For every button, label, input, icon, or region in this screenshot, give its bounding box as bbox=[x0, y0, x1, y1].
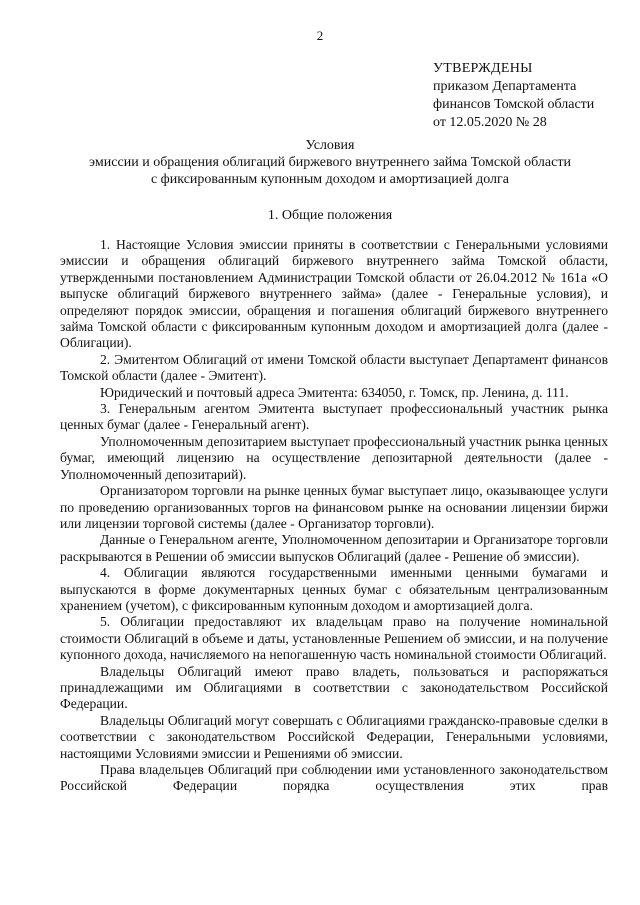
document-title-line: Условия bbox=[305, 138, 355, 153]
paragraph: 3. Генеральным агентом Эмитента выступает профессиональный участник рынка ценных бумаг (далее - Генеральный агент). bbox=[60, 401, 608, 433]
paragraph: 5. Облигации предоставляют их владельцам право на получение номинальной стоимости Облигаций в объеме и даты, установленные Решением об эмиссии, и на получение купонного дохода, начисляемого на непогашенную часть номинальной стоимости Облигаций. bbox=[60, 614, 608, 663]
approval-line: финансов Томской области bbox=[433, 97, 595, 112]
paragraph: Владельцы Облигаций имеют право владеть, пользоваться и распоряжаться принадлежащими им Облигациями в соответствии с законодательством Российской Федерации. bbox=[60, 663, 608, 712]
paragraph: Уполномоченным депозитарием выступает профессиональный участник рынка ценных бумаг, имеющий лицензию на осуществление депозитарной деятельности (далее - Уполномоченный депозитарий). bbox=[60, 433, 608, 482]
paragraph: Юридический и почтовый адреса Эмитента: 634050, г. Томск, пр. Ленина, д. 111. bbox=[100, 384, 569, 400]
document-title-line: с фиксированным купонным доходом и амортизацией долга bbox=[150, 172, 510, 187]
body-text bbox=[60, 237, 608, 795]
paragraph: Организатором торговли на рынке ценных бумаг выступает лицо, оказывающее услуги по проведению организованных торгов на финансовом рынке на основании лицензии биржи или лицензии торговой системы (далее - Организатор торговли). bbox=[60, 483, 608, 531]
paragraph: Права владельцев Облигаций при соблюдении ими установленного законодательством Российской Федерации порядка осуществления этих прав bbox=[60, 762, 608, 794]
approval-line: приказом Департамента bbox=[433, 79, 577, 94]
paragraph: 1. Настоящие Условия эмиссии приняты в соответствии с Генеральными условиями эмиссии и обращения облигаций биржевого внутреннего займа Томской области, утвержденными постановлением Администрации Томской области от 26.04.2012 № 161а «О выпуске облигаций биржевого внутреннего займа» (далее - Генеральные условия), и определяют порядок эмиссии, обращения и погашения облигаций биржевого внутреннего займа Томской области с фиксированным купонным доходом и амортизацией долга (далее - Облигации). bbox=[60, 237, 608, 351]
paragraph: Данные о Генеральном агенте, Уполномоченном депозитарии и Организаторе торговли раскрываются в Решении об эмиссии выпусков Облигаций (далее - Решение об эмиссии). bbox=[60, 532, 608, 564]
section-heading: 1. Общие положения bbox=[267, 208, 393, 223]
document-title bbox=[60, 137, 600, 188]
approval-title: УТВЕРЖДЕНЫ bbox=[433, 61, 533, 76]
approval-line: от 12.05.2020 № 28 bbox=[433, 115, 547, 130]
paragraph: 4. Облигации являются государственными именными ценными бумагами и выпускаются в форме документарных ценных бумаг с обязательным централизованным хранением (учетом), с фиксированным купонным доходом и амортизацией долга. bbox=[60, 565, 608, 613]
document-title-line: эмиссии и обращения облигаций биржевого внутреннего займа Томской области bbox=[89, 155, 571, 170]
approval-stamp bbox=[433, 60, 633, 132]
paragraph: 2. Эмитентом Облигаций от имени Томской области выступает Департамент финансов Томской области (далее - Эмитент). bbox=[60, 351, 608, 384]
paragraph: Владельцы Облигаций могут совершать с Облигациями гражданско-правовые сделки в соответствии с законодательством Российской Федерации, Генеральными условиями, настоящими Условиями эмиссии и Решениями об эмиссии. bbox=[60, 712, 608, 761]
page-number: 2 bbox=[316, 28, 324, 43]
